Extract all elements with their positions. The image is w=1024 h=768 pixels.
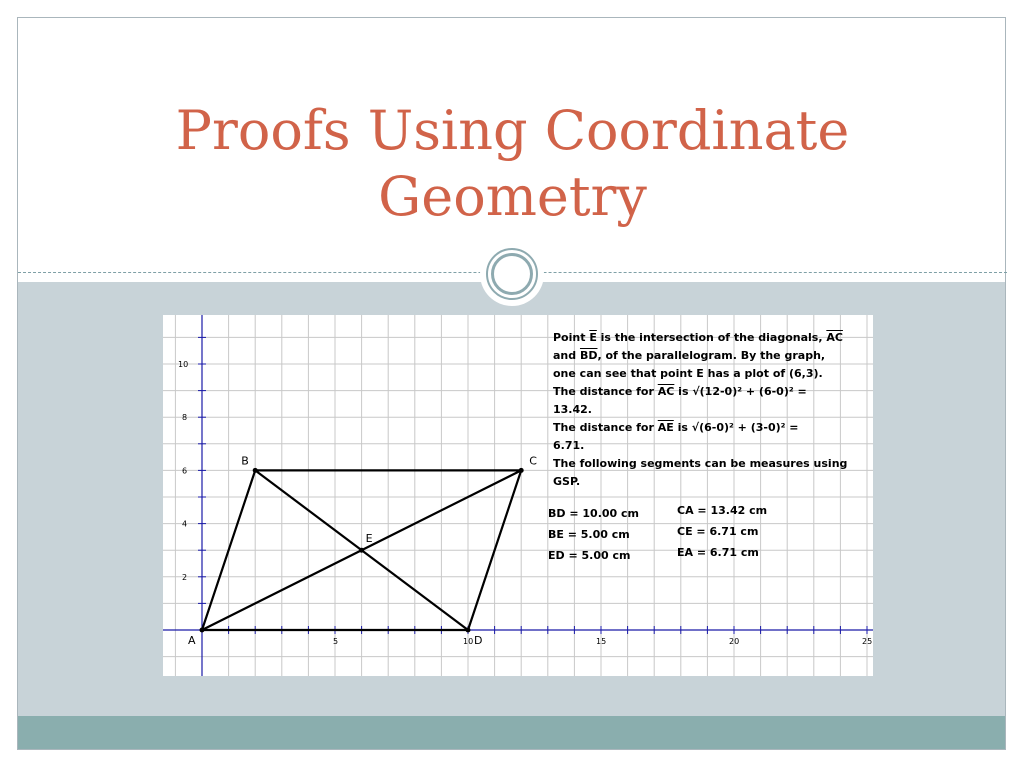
point-label-e: E bbox=[365, 532, 373, 546]
measurement-be: BE = 5.00 cm bbox=[548, 528, 630, 541]
y-tick-label: 4 bbox=[182, 519, 188, 529]
point-e bbox=[359, 548, 364, 553]
description-line: one can see that point E has a plot of (6,3). bbox=[553, 367, 823, 380]
description-line: The following segments can be measures using bbox=[553, 457, 848, 470]
points bbox=[188, 454, 537, 647]
slide bbox=[17, 17, 1006, 750]
description-line: Point $\overline{E}$ is the intersection of the diagonals, $\overline{AC}$ bbox=[553, 331, 843, 344]
point-c bbox=[519, 468, 524, 473]
description-line: GSP. bbox=[553, 475, 581, 488]
measurement-ce: CE = 6.71 cm bbox=[677, 525, 759, 538]
slide-title[interactable] bbox=[18, 98, 1007, 230]
point-b bbox=[253, 468, 258, 473]
x-tick-label: 15 bbox=[596, 637, 607, 646]
point-label-d: D bbox=[474, 634, 483, 647]
measurements-left bbox=[548, 503, 639, 566]
measurement-ed: ED = 5.00 cm bbox=[548, 549, 631, 562]
x-tick-label: 25 bbox=[862, 637, 873, 646]
circle-ornament-icon bbox=[480, 242, 544, 306]
y-tick-label: 10 bbox=[178, 360, 189, 369]
description-line: The distance for $\overline{AE}$ is √(6-0)² + (3-0)² = bbox=[553, 421, 799, 434]
description-line: 13.42. bbox=[553, 403, 592, 416]
title-line-1: Proofs Using Coordinate bbox=[175, 99, 850, 162]
x-tick-label: 20 bbox=[729, 637, 740, 646]
y-tick-label: 2 bbox=[182, 572, 188, 582]
y-tick-label: 8 bbox=[182, 413, 188, 423]
description-line: and $\overline{BD}$, of the parallelogram. By the graph, bbox=[553, 349, 826, 362]
ring-inner bbox=[491, 253, 533, 295]
geometry-figure[interactable] bbox=[163, 315, 873, 676]
x-tick-label: 10 bbox=[463, 637, 474, 646]
description-line: The distance for $\overline{AC}$ is √(12-0)² + (6-0)² = bbox=[553, 385, 807, 398]
measurement-bd: BD = 10.00 cm bbox=[548, 507, 639, 520]
point-d bbox=[466, 628, 471, 633]
measurement-ca: CA = 13.42 cm bbox=[677, 504, 768, 517]
description-line: 6.71. bbox=[553, 439, 585, 452]
measurements-right bbox=[677, 500, 767, 563]
measurement-ea: EA = 6.71 cm bbox=[677, 546, 759, 559]
y-tick-label: 6 bbox=[182, 466, 188, 476]
footer-bar bbox=[18, 716, 1005, 749]
x-tick-label: 5 bbox=[333, 637, 339, 646]
point-a bbox=[200, 628, 205, 633]
description-text bbox=[553, 329, 873, 491]
point-label-a: A bbox=[188, 634, 196, 647]
point-label-b: B bbox=[241, 454, 249, 468]
point-label-c: C bbox=[529, 454, 537, 468]
title-line-2: Geometry bbox=[378, 165, 647, 228]
